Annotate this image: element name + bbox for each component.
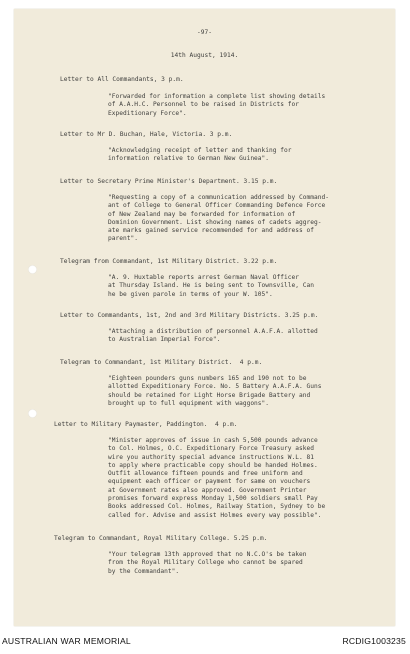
entry-body: "Attaching a distribution of personnel A.A.F.A. allotted to Australian Imperial Force". bbox=[108, 328, 318, 344]
entry-body: "Minister approves of issue in cash 5,500 pounds advance to Col. Holmes, O.C. Expeditionary Force Treasury asked wire you authority special advance instructions W.L. 81 to apply where practicable copy should be handed Holmes. Outfit allowance fifteen pounds and free uniform and equipment each officer or payment for same on vouchers at Government rates also approved. Government Printer promises forward express Monday 1,500 soldiers small Pay Books addressed Col. Holmes, Railway Station, Sydney to be called for. Advise and assist Holmes every way possible". bbox=[108, 437, 326, 519]
entry-heading: Letter to Military Paymaster, Paddington. 4 p.m. bbox=[54, 421, 238, 428]
entry-body: "A. 9. Huxtable reports arrest German Naval Officer at Thursday Island. He is being sent to Townsville, Can he be given parole in terms of your W. 105". bbox=[108, 274, 314, 298]
footer-source: AUSTRALIAN WAR MEMORIAL bbox=[2, 636, 131, 646]
entry-heading: Letter to Secretary Prime Minister's Department. 3.15 p.m. bbox=[60, 178, 278, 185]
entry-heading: Telegram to Commandant, 1st Military District. 4 p.m. bbox=[60, 359, 263, 366]
entry-body: "Forwarded for information a complete list showing details of A.A.H.C. Personnel to be raised in Districts for Expeditionary Force". bbox=[108, 93, 326, 117]
footer-record-id: RCDIG1003235 bbox=[342, 636, 406, 646]
entry-heading: Letter to Commandants, 1st, 2nd and 3rd Military Districts. 3.25 p.m. bbox=[60, 312, 319, 319]
entry-body: "Eighteen pounders guns numbers 165 and 190 not to be allotted Expeditionary Force. No. 5 Battery A.A.F.A. Guns should be retained for Light Horse Brigade Battery and brought up to full equipment with waggons". bbox=[108, 375, 322, 407]
page-number: -97- bbox=[197, 29, 212, 36]
entry-heading: Letter to All Commandants, 3 p.m. bbox=[60, 76, 184, 83]
entry-date: 14th August, 1914. bbox=[170, 52, 239, 59]
entry-body: "Your telegram 13th approved that no N.C.O's be taken from the Royal Military College who cannot be spared by the Commandant". bbox=[108, 551, 307, 575]
document-page bbox=[14, 9, 395, 626]
punch-hole-top bbox=[28, 265, 37, 274]
entry-heading: Letter to Mr D. Buchan, Hale, Victoria. 3 p.m. bbox=[60, 131, 233, 138]
entry-heading: Telegram from Commandant, 1st Military District. 3.22 p.m. bbox=[60, 258, 278, 265]
entry-body: "Requesting a copy of a communication addressed by Command- ant of College to General Officer Commanding Defence Force of New Zealand may be forwarded for information of Dominion Government. List showing names of cadets aggreg- ate marks gained service recommended for and address of parent". bbox=[108, 194, 329, 243]
punch-hole-bottom bbox=[28, 409, 37, 418]
entry-heading: Telegram to Commandant, Royal Military College. 5.25 p.m. bbox=[54, 535, 268, 542]
entry-body: "Acknowledging receipt of letter and thanking for information relative to German New Guinea". bbox=[108, 147, 292, 163]
